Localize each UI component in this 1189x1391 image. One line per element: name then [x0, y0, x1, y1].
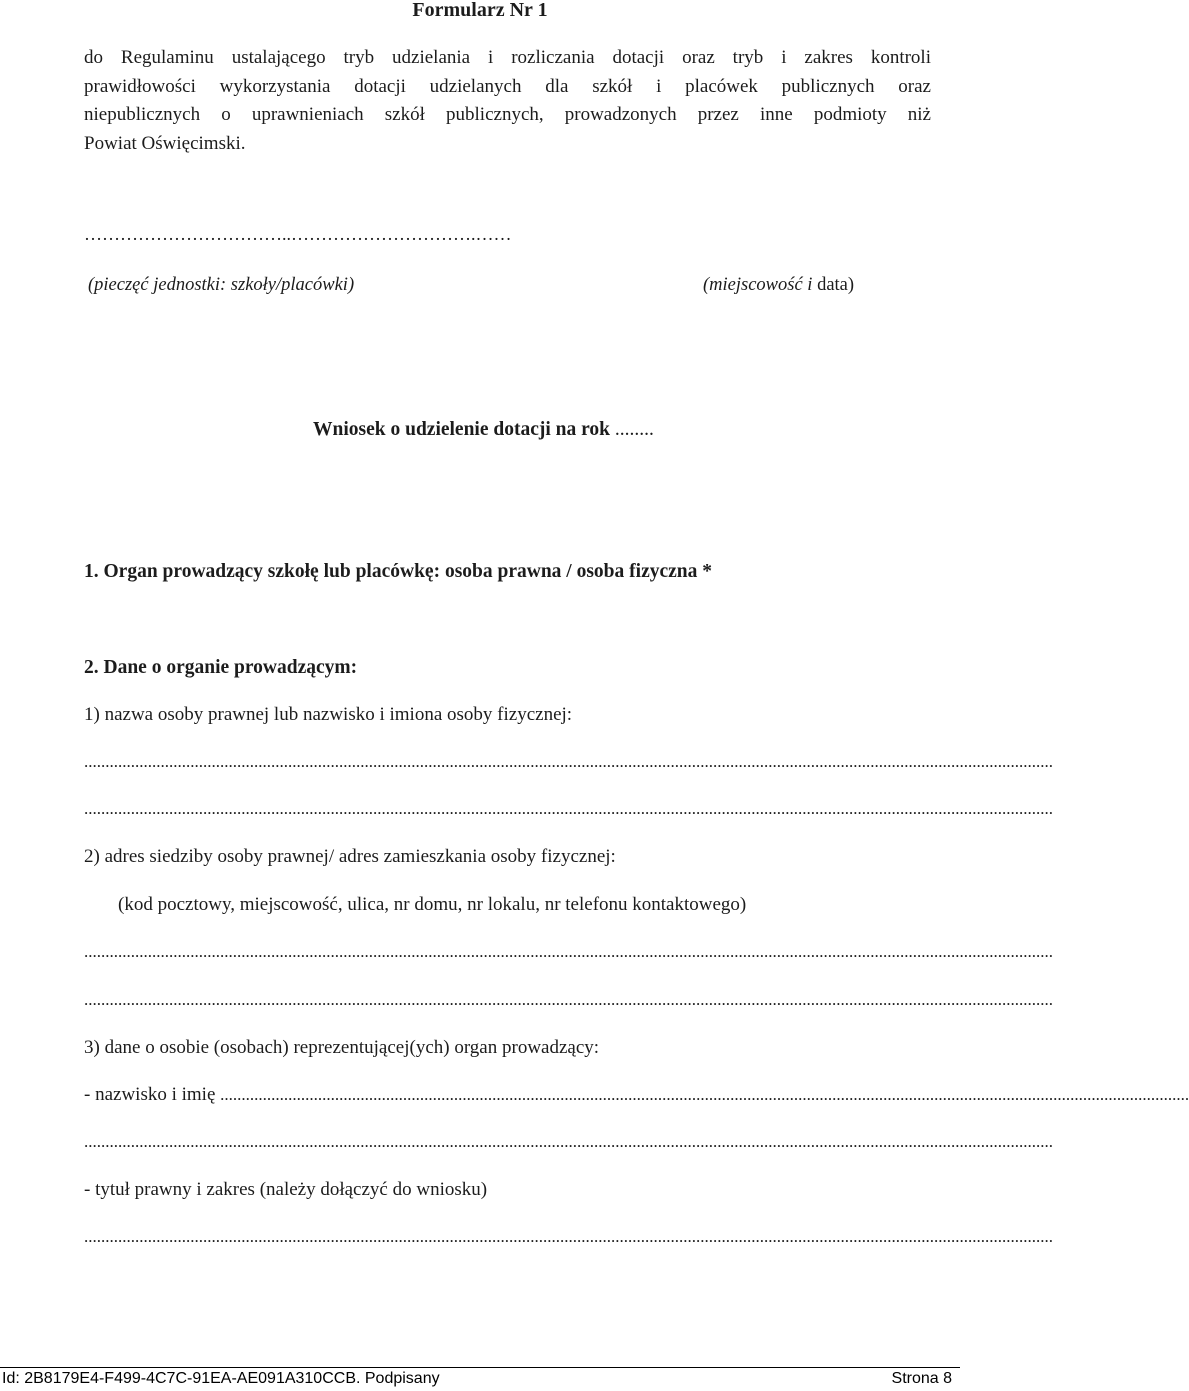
fill-line: ....................................................................................................................................................................................................................................: [84, 1132, 1053, 1151]
item-2-label: 2) adres siedziby osoby prawnej/ adres zamieszkania osoby fizycznej:: [84, 846, 616, 867]
page-number: Strona 8: [891, 1370, 952, 1387]
item-3-label: 3) dane o osobie (osobach) reprezentującej(ych) organ prowadzący:: [84, 1037, 600, 1058]
fill-line: ....................................................................................................................................................................................................................................: [84, 752, 1053, 771]
application-title: Wniosek o udzielenie dotacji na rok ........: [313, 419, 654, 440]
intro-line: Powiat Oświęcimski.: [84, 132, 246, 154]
stamp-caption: (pieczęć jednostki: szkoły/placówki): [88, 275, 355, 295]
surname-label: - nazwisko i imię: [84, 1084, 216, 1105]
intro-line: do Regulaminu ustalającego tryb udzielania i rozliczania dotacji oraz tryb i zakres kontroli: [84, 47, 931, 68]
footer-divider: [0, 1367, 960, 1368]
intro-line: niepublicznych o uprawnieniach szkół publicznych, prowadzonych przez inne podmioty niż: [84, 104, 931, 125]
fill-line: ....................................................................................................................................................................................................................................: [84, 799, 1053, 818]
year-dots: ........: [614, 419, 654, 440]
surname-row: [84, 1084, 1189, 1106]
intro-line: prawidłowości wykorzystania dotacji udzielanych dla szkół i placówek publicznych oraz: [84, 75, 931, 97]
intro-paragraph: [84, 44, 931, 158]
fill-line: ....................................................................................................................................................................................................................................: [84, 942, 1053, 961]
section-2-heading: 2. Dane o organie prowadzącym:: [84, 657, 358, 678]
document-id: Id: 2B8179E4-F499-4C7C-91EA-AE091A310CCB. Podpisany: [2, 1370, 440, 1387]
place-date-caption: (miejscowość i data): [703, 275, 855, 295]
fill-line: ....................................................................................................................................................................................................................................: [84, 990, 1053, 1009]
surname-fill: ....................................................................................................................................................................................................................................: [220, 1085, 1189, 1104]
item-2-hint: (kod pocztowy, miejscowość, ulica, nr domu, nr lokalu, nr telefonu kontaktowego): [118, 894, 747, 915]
form-number-title: Formularz Nr 1: [412, 0, 548, 21]
signature-dotted-line: ……………………………..………………………….……: [84, 224, 512, 244]
fill-line: ....................................................................................................................................................................................................................................: [84, 1227, 1053, 1246]
section-1-heading: 1. Organ prowadzący szkołę lub placówkę: osoba prawna / osoba fizyczna *: [84, 561, 712, 582]
item-1-label: 1) nazwa osoby prawnej lub nazwisko i imiona osoby fizycznej:: [84, 704, 573, 725]
legal-title-label: - tytuł prawny i zakres (należy dołączyć do wniosku): [84, 1179, 488, 1200]
